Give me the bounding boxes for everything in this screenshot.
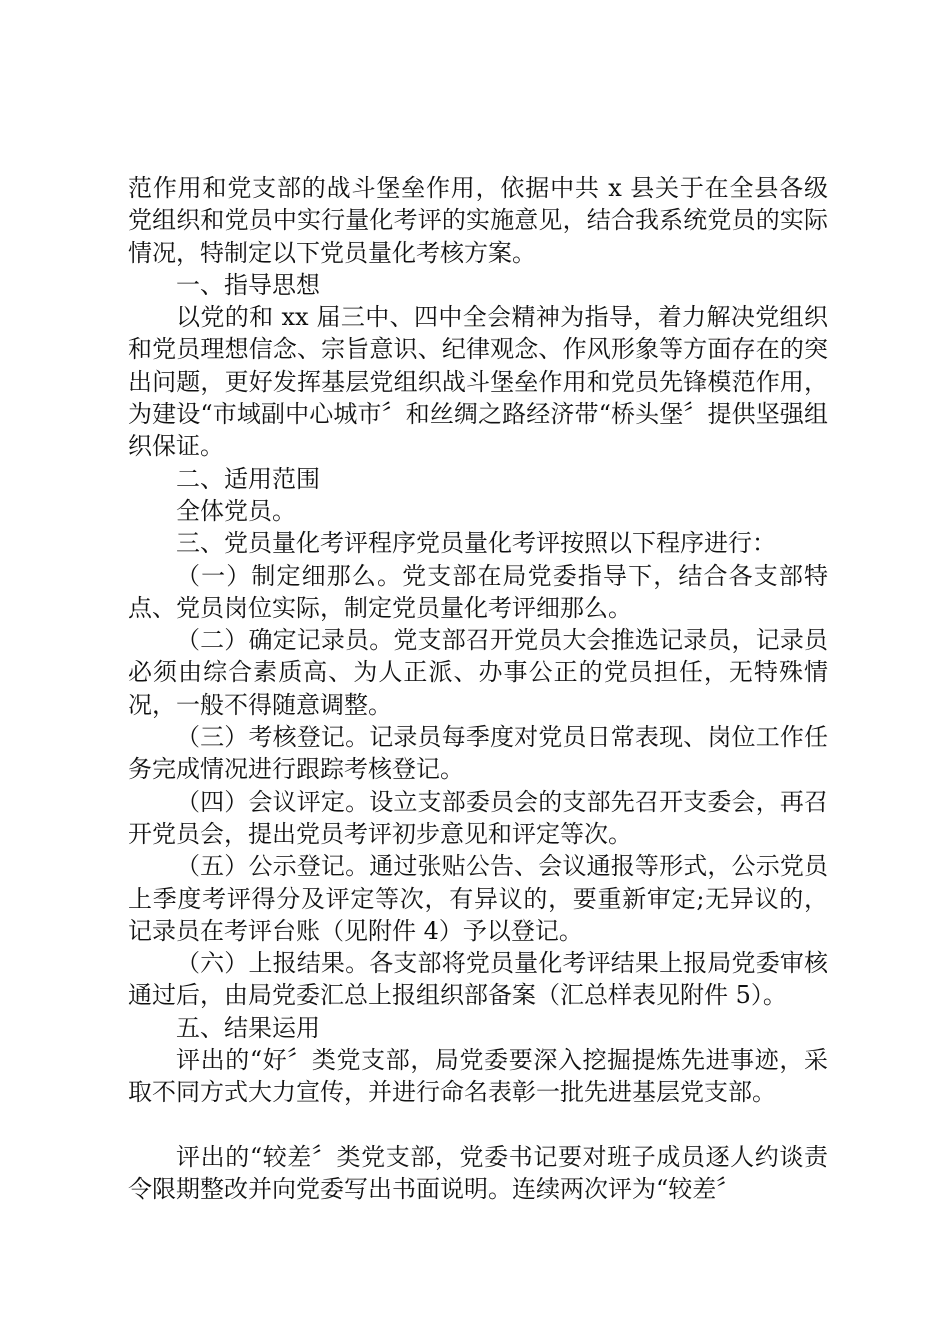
procedure-step-4: （四）会议评定。设立支部委员会的支部先召开支委会，再召开党员会，提出党员考评初步意见和评定等次。	[128, 787, 828, 848]
paragraph-results-poor: 评出的“较差〞类党支部，党委书记要对班子成员逐人约谈责令限期整改并向党委写出书面说明。连续两次评为“较差〞	[128, 1142, 828, 1204]
heading-scope: 二、适用范围	[176, 464, 320, 493]
procedure-step-3: （三）考核登记。记录员每季度对党员日常表现、岗位工作任务完成情况进行跟踪考核登记。	[128, 723, 828, 784]
procedure-step-1: （一）制定细那么。党支部在局党委指导下，结合各支部特点、党员岗位实际，制定党员量化考评细那么。	[128, 561, 828, 622]
heading-results: 五、结果运用	[176, 1013, 320, 1042]
blank-line	[128, 1109, 828, 1141]
procedure-step-2: （二）确定记录员。党支部召开党员大会推选记录员，记录员必须由综合素质高、为人正派、办事公正的党员担任，无特殊情况，一般不得随意调整。	[128, 626, 828, 719]
paragraph-results-good: 评出的“好〞类党支部，局党委要深入挖掘提炼先进事迹，采取不同方式大力宣传，并进行命名表彰一批先进基层党支部。	[128, 1046, 828, 1107]
heading-guiding-ideology: 一、指导思想	[176, 270, 320, 299]
document-body	[128, 172, 828, 1206]
paragraph-guiding-ideology: 以党的和 xx 届三中、四中全会精神为指导，着力解决党组织和党员理想信念、宗旨意识、纪律观念、作风形象等方面存在的突出问题，更好发挥基层党组织战斗堡垒作用和党员先锋模范作用，为建设“市域副中心城市〞和丝绸之路经济带“桥头堡〞提供坚强组织保证。	[128, 303, 828, 461]
heading-procedure: 三、党员量化考评程序党员量化考评按照以下程序进行：	[176, 529, 776, 558]
paragraph-intro: 范作用和党支部的战斗堡垒作用，依据中共 x 县关于在全县各级党组织和党员中实行量化考评的实施意见，结合我系统党员的实际情况，特制定以下党员量化考核方案。	[128, 174, 828, 267]
paragraph-scope: 全体党员。	[176, 496, 296, 525]
procedure-step-5: （五）公示登记。通过张贴公告、会议通报等形式，公示党员上季度考评得分及评定等次，有异议的，要重新审定;无异议的，记录员在考评台账（见附件 4）予以登记。	[128, 852, 828, 945]
procedure-step-6: （六）上报结果。各支部将党员量化考评结果上报局党委审核通过后，由局党委汇总上报组织部备案（汇总样表见附件 5）。	[128, 949, 828, 1010]
